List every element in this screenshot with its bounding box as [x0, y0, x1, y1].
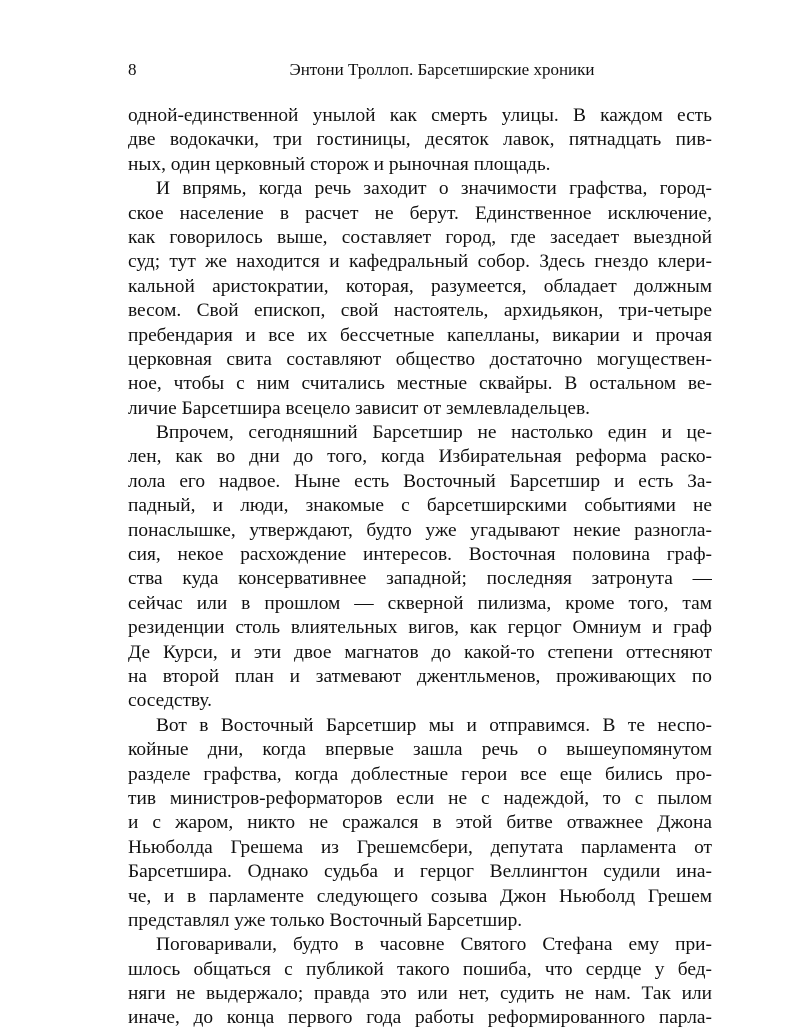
text-line: соседству.	[128, 690, 213, 712]
text-line: кальной аристократии, которая, разумеется, обладает должным	[128, 275, 712, 297]
text-line: весом. Свой епископ, свой настоятель, архидьякон, три-четыре	[128, 300, 712, 322]
text-line: няги не выдержало; правда это или нет, судить не нам. Так или	[128, 983, 712, 1005]
text-line: ское население в расчет не берут. Единственное исключение,	[128, 202, 712, 224]
text-line: резиденции столь влиятельных вигов, как герцог Омниум и граф	[128, 617, 712, 639]
text-line: И впрямь, когда речь заходит о значимости графства, город-	[156, 178, 712, 200]
text-line: две водокачки, три гостиницы, десяток лавок, пятнадцать пив-	[128, 129, 712, 151]
text-line: как говорилось выше, составляет город, где заседает выездной	[128, 226, 712, 248]
text-line: Барсетшира. Однако судьба и герцог Веллингтон судили ина-	[128, 861, 712, 883]
text-line: Де Курси, и эти двое магнатов до какой-то степени оттесняют	[128, 641, 712, 663]
text-line: суд; тут же находится и кафедральный собор. Здесь гнездо клери-	[128, 251, 712, 273]
text-line: Ньюболда Грешема из Грешемсбери, депутата парламента от	[128, 836, 712, 858]
text-line: на второй план и затмевают джентльменов, проживающих по	[128, 665, 712, 687]
text-line: тив министров-реформаторов если не с надеждой, то с пылом	[128, 787, 712, 809]
text-line: разделе графства, когда доблестные герои все еще бились про-	[128, 763, 712, 785]
text-line: сия, некое расхождение интересов. Восточная половина граф-	[128, 544, 712, 566]
text-line: че, и в парламенте следующего созыва Джон Ньюболд Грешем	[128, 885, 712, 907]
text-line: лен, как во дни до того, когда Избирательная реформа раско-	[128, 446, 712, 468]
running-head	[128, 60, 716, 86]
text-line: лола его надвое. Ныне есть Восточный Барсетшир и есть За-	[128, 470, 712, 492]
text-line: Поговаривали, будто в часовне Святого Стефана ему при-	[156, 934, 712, 956]
text-line: представлял уже только Восточный Барсетшир.	[128, 909, 523, 931]
text-line: ства куда консервативнее западной; последняя затронута —	[128, 568, 712, 590]
text-line: церковная свита составляют общество достаточно могуществен-	[128, 348, 712, 370]
text-line: понаслышке, утверждают, будто уже угадывают некие разногла-	[128, 519, 712, 541]
text-line: и с жаром, никто не сражался в этой битве отважнее Джона	[128, 812, 712, 834]
text-line: одной-единственной унылой как смерть улицы. В каждом есть	[128, 105, 712, 126]
page-number: 8	[128, 60, 137, 79]
text-line: ных, один церковный сторож и рыночная площадь.	[128, 153, 551, 175]
text-line: ное, чтобы с ним считались местные сквайры. В остальном ве-	[128, 373, 712, 395]
text-line: личие Барсетшира всецело зависит от землевладельцев.	[128, 397, 590, 419]
running-title: Энтони Троллоп. Барсетширские хроники	[289, 60, 595, 79]
text-line: сейчас или в прошлом — скверной пилизма, кроме того, там	[128, 592, 712, 614]
text-line: койные дни, когда впервые зашла речь о вышеупомянутом	[128, 739, 712, 761]
text-line: Впрочем, сегодняшний Барсетшир не настолько един и це-	[156, 422, 712, 444]
text-line: падный, и люди, знакомые с барсетширскими событиями не	[128, 495, 712, 517]
body-text	[128, 104, 712, 1031]
text-line: иначе, до конца первого года работы реформированного парла-	[128, 1007, 712, 1029]
text-line: шлось общаться с публикой такого пошиба, что сердце у бед-	[128, 958, 712, 980]
text-line: пребендария и все их бессчетные капелланы, викарии и прочая	[128, 324, 712, 346]
text-line: Вот в Восточный Барсетшир мы и отправимся. В те неспо-	[156, 714, 712, 736]
